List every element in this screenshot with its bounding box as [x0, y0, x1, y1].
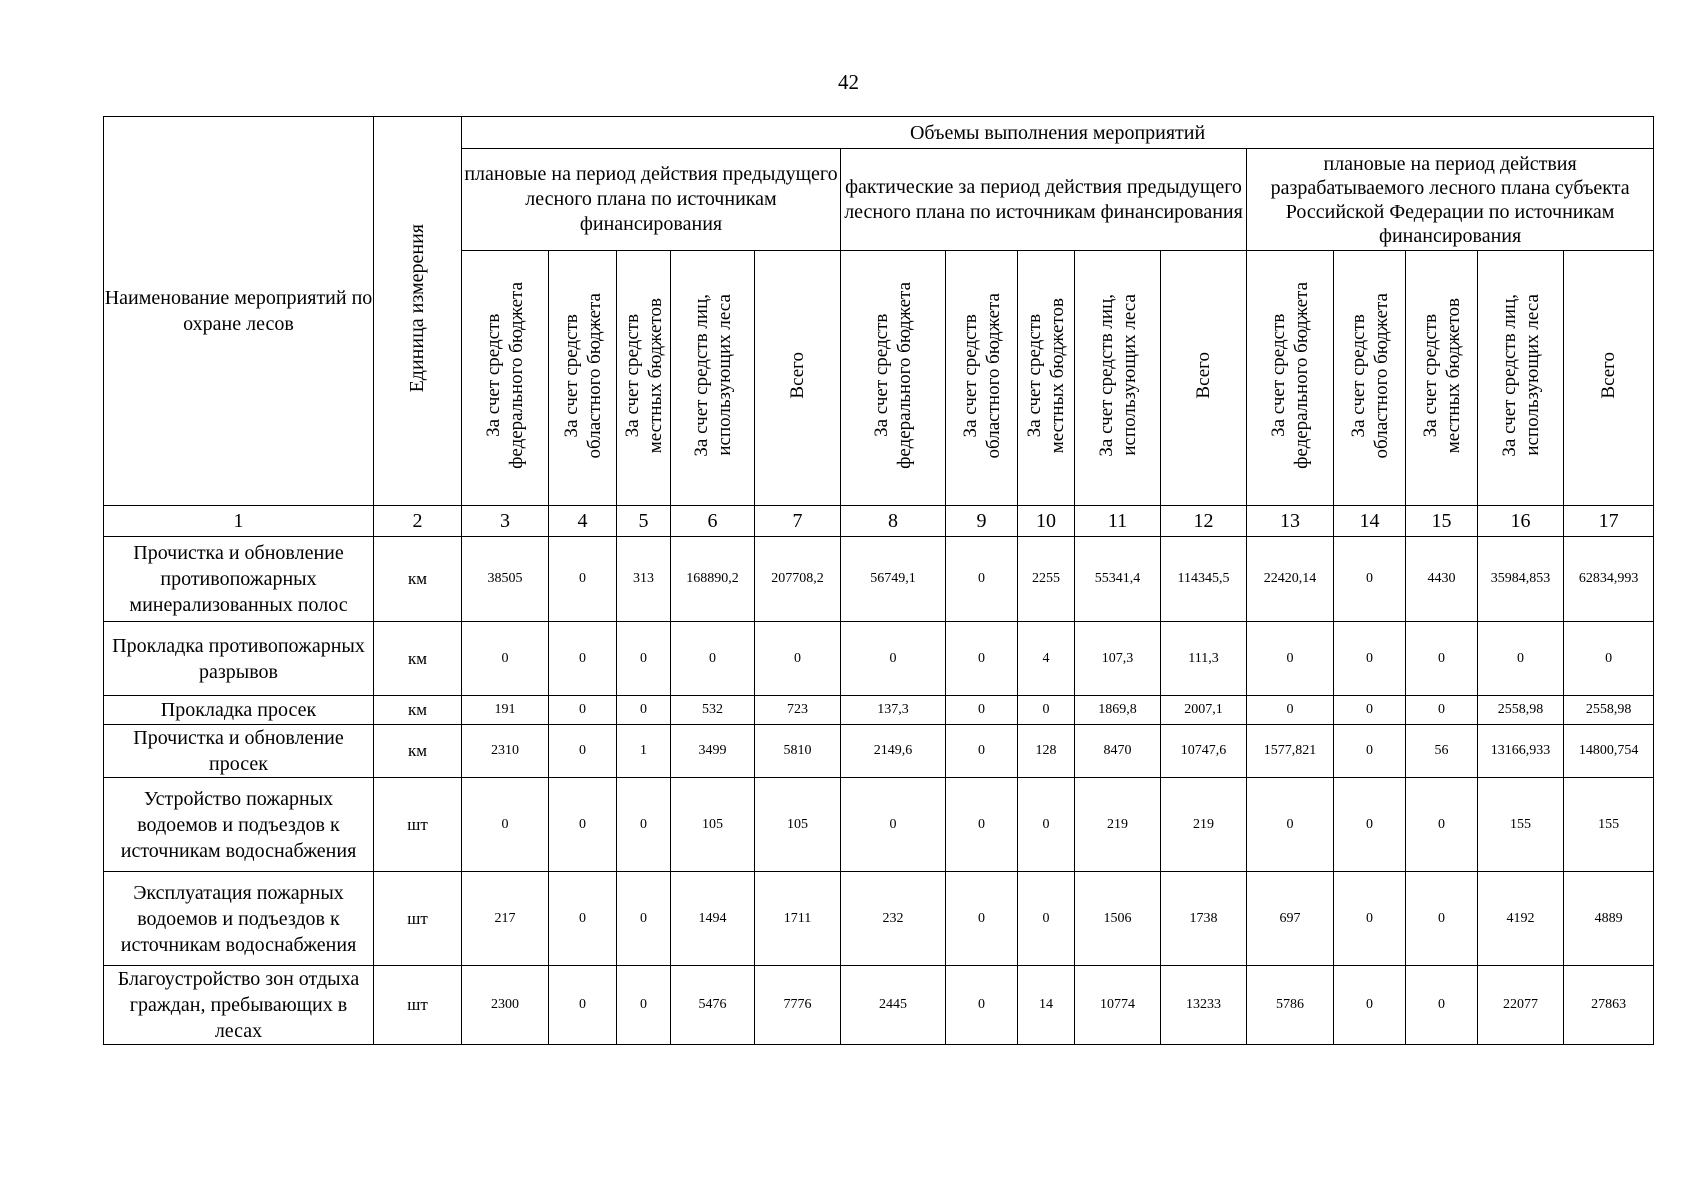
group-planned-previous: плановые на период действия предыдущего лесного плана по источникам финансирования — [462, 149, 841, 251]
value-cell: 0 — [946, 622, 1018, 696]
col-unit-header — [374, 117, 462, 506]
table-row — [104, 537, 1654, 622]
value-cell: 0 — [549, 872, 617, 966]
row-unit: шт — [374, 778, 462, 872]
value-cell: 2300 — [462, 966, 549, 1045]
value-cell: 0 — [946, 537, 1018, 622]
value-cell: 0 — [549, 622, 617, 696]
subheader-line: местных бюджетов — [644, 297, 666, 454]
subheader-line: федерального бюджета — [1291, 282, 1312, 469]
value-cell: 0 — [1018, 696, 1075, 725]
column-number: 4 — [549, 506, 617, 537]
subheader-federal-budget-1 — [462, 251, 549, 506]
value-cell: 0 — [1018, 778, 1075, 872]
row-unit: км — [374, 696, 462, 725]
value-cell: 5476 — [671, 966, 755, 1045]
value-cell: 697 — [1247, 872, 1334, 966]
value-cell: 0 — [549, 537, 617, 622]
value-cell: 56 — [1406, 725, 1478, 778]
subheader-line: использующих леса — [1521, 294, 1543, 457]
value-cell: 38505 — [462, 537, 549, 622]
value-cell: 5810 — [755, 725, 841, 778]
value-cell: 0 — [755, 622, 841, 696]
value-cell: 137,3 — [841, 696, 946, 725]
column-numbers-row — [104, 506, 1654, 537]
value-cell: 0 — [841, 622, 946, 696]
subheader-text — [621, 298, 667, 453]
subheader-line: местных бюджетов — [1442, 297, 1464, 454]
value-cell: 1506 — [1075, 872, 1161, 966]
value-cell: 155 — [1478, 778, 1564, 872]
value-cell: 219 — [1161, 778, 1247, 872]
value-cell: 0 — [617, 696, 671, 725]
row-unit: км — [374, 537, 462, 622]
row-name: Прокладка противопожарных разрывов — [104, 622, 374, 696]
value-cell: 0 — [1334, 725, 1406, 778]
value-cell: 2007,1 — [1161, 696, 1247, 725]
subheader-text — [870, 282, 916, 469]
subheader-federal-budget-2 — [841, 251, 946, 506]
subheader-text — [482, 282, 528, 469]
value-cell: 10747,6 — [1161, 725, 1247, 778]
value-cell: 168890,2 — [671, 537, 755, 622]
value-cell: 0 — [1406, 696, 1478, 725]
row-name: Прокладка просек — [104, 696, 374, 725]
row-name: Эксплуатация пожарных водоемов и подъездов к источникам водоснабжения — [104, 872, 374, 966]
column-number: 10 — [1018, 506, 1075, 537]
value-cell: 4 — [1018, 622, 1075, 696]
group-actual-previous: фактические за период действия предыдущего лесного плана по источникам финансирования — [841, 149, 1247, 251]
subheader-line: За счет средств — [483, 313, 504, 438]
value-cell: 13233 — [1161, 966, 1247, 1045]
column-number: 6 — [671, 506, 755, 537]
value-cell: 0 — [1406, 622, 1478, 696]
subheader-line: областного бюджета — [1370, 292, 1392, 459]
subheader-local-budgets-2 — [1018, 251, 1075, 506]
value-cell: 8470 — [1075, 725, 1161, 778]
value-cell: 0 — [1247, 778, 1334, 872]
column-number: 12 — [1161, 506, 1247, 537]
value-cell: 22420,14 — [1247, 537, 1334, 622]
value-cell: 14 — [1018, 966, 1075, 1045]
value-cell: 107,3 — [1075, 622, 1161, 696]
column-number: 17 — [1564, 506, 1654, 537]
subheader-line: федерального бюджета — [506, 282, 527, 469]
value-cell: 105 — [671, 778, 755, 872]
row-name: Благоустройство зон отдыха граждан, пребывающих в лесах — [104, 966, 374, 1045]
value-cell: 2310 — [462, 725, 549, 778]
value-cell: 232 — [841, 872, 946, 966]
subheader-line: использующих леса — [1118, 294, 1140, 457]
value-cell: 191 — [462, 696, 549, 725]
subheader-total-3 — [1564, 251, 1654, 506]
value-cell: 0 — [946, 725, 1018, 778]
row-unit: шт — [374, 966, 462, 1045]
subheader-line: использующих леса — [713, 294, 735, 457]
value-cell: 0 — [946, 966, 1018, 1045]
value-cell: 0 — [1018, 872, 1075, 966]
value-cell: 14800,754 — [1564, 725, 1654, 778]
value-cell: 0 — [617, 966, 671, 1045]
subheader-total-2 — [1161, 251, 1247, 506]
row-name: Прочистка и обновление просек — [104, 725, 374, 778]
subheader-text — [1095, 294, 1141, 457]
value-cell: 2558,98 — [1564, 696, 1654, 725]
subheader-line: За счет средств — [560, 313, 582, 438]
subheader-line: областного бюджета — [583, 292, 605, 459]
value-cell: 7776 — [755, 966, 841, 1045]
subheader-text: Всего — [787, 352, 808, 399]
value-cell: 219 — [1075, 778, 1161, 872]
value-cell: 3499 — [671, 725, 755, 778]
subheader-line: местных бюджетов — [1047, 297, 1068, 454]
value-cell: 4192 — [1478, 872, 1564, 966]
subheader-local-budgets-3 — [1406, 251, 1478, 506]
column-number: 9 — [946, 506, 1018, 537]
value-cell: 114345,5 — [1161, 537, 1247, 622]
value-cell: 111,3 — [1161, 622, 1247, 696]
col-unit-header-text: Единица измерения — [406, 224, 428, 393]
value-cell: 128 — [1018, 725, 1075, 778]
value-cell: 0 — [1478, 622, 1564, 696]
value-cell: 1494 — [671, 872, 755, 966]
subheader-line: За счет средств — [1419, 313, 1441, 438]
column-number: 7 — [755, 506, 841, 537]
subheader-local-budgets-1 — [617, 251, 671, 506]
subheader-text — [1498, 294, 1544, 457]
value-cell: 10774 — [1075, 966, 1161, 1045]
row-unit: шт — [374, 872, 462, 966]
value-cell: 0 — [1334, 872, 1406, 966]
row-unit: км — [374, 725, 462, 778]
subheader-forest-users-1 — [671, 251, 755, 506]
column-number: 8 — [841, 506, 946, 537]
column-number: 1 — [104, 506, 374, 537]
column-number: 5 — [617, 506, 671, 537]
column-number: 13 — [1247, 506, 1334, 537]
value-cell: 0 — [617, 778, 671, 872]
subheader-line: федерального бюджета — [894, 282, 915, 469]
subheader-forest-users-3 — [1478, 251, 1564, 506]
value-cell: 0 — [1334, 622, 1406, 696]
value-cell: 217 — [462, 872, 549, 966]
row-unit: км — [374, 622, 462, 696]
forest-protection-table — [103, 116, 1654, 1045]
column-number: 16 — [1478, 506, 1564, 537]
value-cell: 105 — [755, 778, 841, 872]
subheader-text: Всего — [1193, 352, 1214, 399]
value-cell: 0 — [462, 778, 549, 872]
column-number: 14 — [1334, 506, 1406, 537]
value-cell: 5786 — [1247, 966, 1334, 1045]
subheader-regional-budget-3 — [1334, 251, 1406, 506]
value-cell: 2445 — [841, 966, 946, 1045]
value-cell: 0 — [1406, 872, 1478, 966]
subheader-regional-budget-2 — [946, 251, 1018, 506]
value-cell: 0 — [617, 622, 671, 696]
value-cell: 0 — [549, 778, 617, 872]
value-cell: 0 — [549, 725, 617, 778]
subheader-regional-budget-1 — [549, 251, 617, 506]
value-cell: 4889 — [1564, 872, 1654, 966]
value-cell: 0 — [946, 872, 1018, 966]
value-cell: 1711 — [755, 872, 841, 966]
value-cell: 1738 — [1161, 872, 1247, 966]
value-cell: 4430 — [1406, 537, 1478, 622]
subheader-text: Всего — [1598, 352, 1620, 399]
subheader-text — [1347, 293, 1393, 458]
value-cell: 2255 — [1018, 537, 1075, 622]
value-cell: 0 — [1334, 778, 1406, 872]
subheader-line: За счет средств — [959, 313, 981, 438]
subheader-text — [1023, 298, 1069, 453]
subheader-text — [959, 293, 1005, 458]
volumes-header: Объемы выполнения мероприятий — [462, 117, 1654, 149]
value-cell: 0 — [671, 622, 755, 696]
subheader-line: За счет средств лиц, — [690, 294, 712, 457]
value-cell: 0 — [841, 778, 946, 872]
table-row — [104, 966, 1654, 1045]
column-number: 2 — [374, 506, 462, 537]
value-cell: 0 — [1247, 696, 1334, 725]
subheader-federal-budget-3 — [1247, 251, 1334, 506]
subheader-total-1 — [755, 251, 841, 506]
subheader-text — [690, 294, 736, 457]
subheader-line: За счет средств — [1024, 313, 1045, 438]
value-cell: 2558,98 — [1478, 696, 1564, 725]
subheader-text — [1419, 298, 1465, 453]
value-cell: 0 — [462, 622, 549, 696]
col-name-header: Наименование мероприятий по охране лесов — [104, 117, 374, 506]
value-cell: 2149,6 — [841, 725, 946, 778]
value-cell: 0 — [549, 696, 617, 725]
column-number: 11 — [1075, 506, 1161, 537]
value-cell: 0 — [1247, 622, 1334, 696]
subheader-line: За счет средств — [1268, 313, 1289, 438]
value-cell: 0 — [1564, 622, 1654, 696]
column-number: 3 — [462, 506, 549, 537]
row-name: Прочистка и обновление противопожарных минерализованных полос — [104, 537, 374, 622]
page-number: 42 — [838, 70, 859, 94]
value-cell: 55341,4 — [1075, 537, 1161, 622]
value-cell: 0 — [1406, 966, 1478, 1045]
row-name: Устройство пожарных водоемов и подъездов к источникам водоснабжения — [104, 778, 374, 872]
value-cell: 723 — [755, 696, 841, 725]
group-planned-new: плановые на период действия разрабатываемого лесного плана субъекта Российской Федерации по источникам финансирования — [1247, 149, 1654, 251]
value-cell: 532 — [671, 696, 755, 725]
value-cell: 13166,933 — [1478, 725, 1564, 778]
value-cell: 27863 — [1564, 966, 1654, 1045]
value-cell: 0 — [1334, 537, 1406, 622]
subheader-line: За счет средств — [621, 313, 643, 438]
subheader-line: За счет средств — [1347, 313, 1369, 438]
subheader-line: За счет средств — [871, 313, 892, 438]
value-cell: 1 — [617, 725, 671, 778]
table-body — [104, 537, 1654, 1045]
subheader-line: За счет средств лиц, — [1498, 294, 1520, 457]
column-number: 15 — [1406, 506, 1478, 537]
value-cell: 56749,1 — [841, 537, 946, 622]
subheader-forest-users-2 — [1075, 251, 1161, 506]
value-cell: 35984,853 — [1478, 537, 1564, 622]
value-cell: 1869,8 — [1075, 696, 1161, 725]
value-cell: 207708,2 — [755, 537, 841, 622]
value-cell: 155 — [1564, 778, 1654, 872]
table-row — [104, 778, 1654, 872]
subheader-line: областного бюджета — [982, 292, 1004, 459]
table-row — [104, 696, 1654, 725]
value-cell: 0 — [1406, 778, 1478, 872]
value-cell: 0 — [946, 696, 1018, 725]
subheader-text — [1267, 282, 1313, 469]
subheader-line: За счет средств лиц, — [1095, 294, 1117, 457]
value-cell: 62834,993 — [1564, 537, 1654, 622]
value-cell: 313 — [617, 537, 671, 622]
value-cell: 0 — [617, 872, 671, 966]
table-row — [104, 622, 1654, 696]
value-cell: 0 — [549, 966, 617, 1045]
value-cell: 1577,821 — [1247, 725, 1334, 778]
subheader-text — [560, 293, 606, 458]
value-cell: 22077 — [1478, 966, 1564, 1045]
value-cell: 0 — [1334, 696, 1406, 725]
value-cell: 0 — [1334, 966, 1406, 1045]
table-row — [104, 725, 1654, 778]
value-cell: 0 — [946, 778, 1018, 872]
table-row — [104, 872, 1654, 966]
